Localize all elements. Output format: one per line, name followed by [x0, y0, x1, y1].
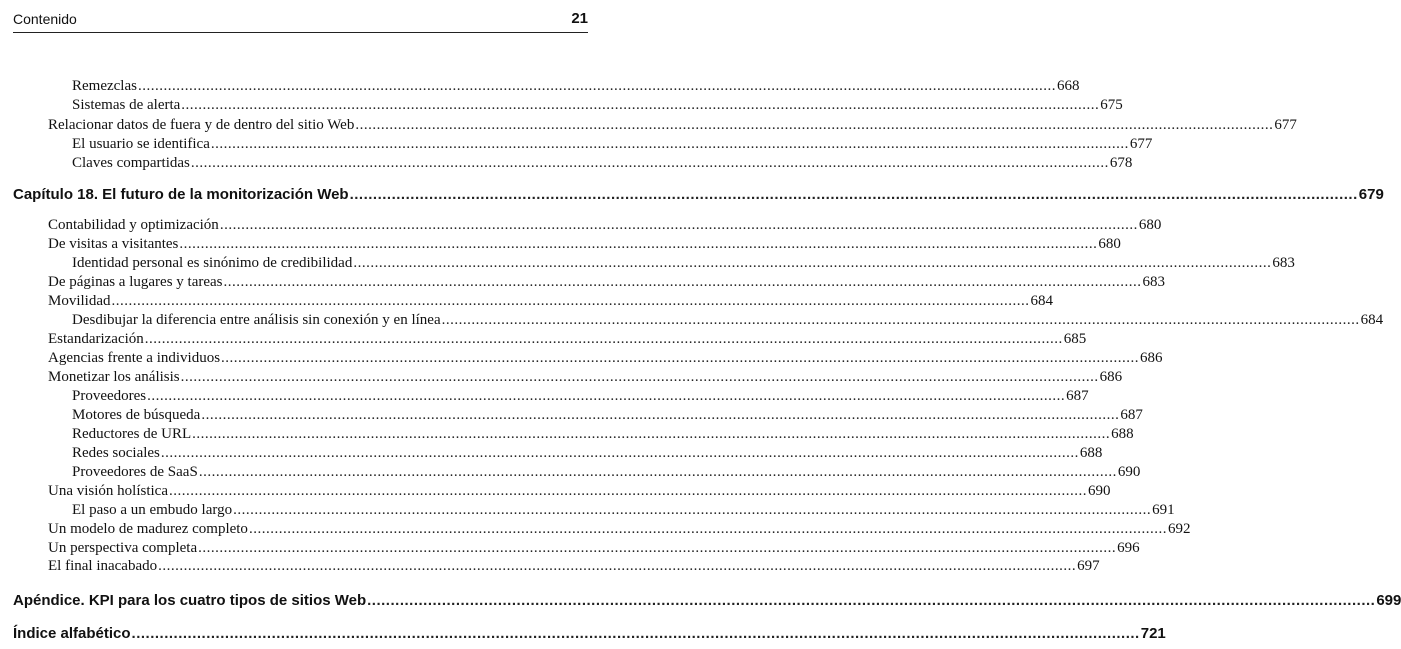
toc-entry-page: 677	[1274, 117, 1297, 133]
dot-leader: ........................................................................................................................................................................................................................	[169, 483, 1087, 499]
toc-entry-page: 687	[1120, 407, 1143, 423]
toc-entry-page: 675	[1100, 97, 1123, 113]
toc-entry-title: Claves compartidas	[72, 155, 190, 171]
toc-entry-page: 690	[1088, 483, 1111, 499]
toc-entry-title: El paso a un embudo largo	[72, 502, 233, 518]
toc-entry-reductores-de-url[interactable]	[72, 425, 1134, 443]
toc-entry-title: Estandarización	[48, 331, 144, 347]
toc-entry-title: Índice alfabético	[13, 625, 131, 642]
dot-leader: ........................................................................................................................................................................................................................	[180, 369, 1099, 385]
toc-entry-identidad-personal[interactable]	[72, 254, 1295, 272]
toc-entry-movilidad[interactable]	[48, 292, 1053, 310]
dot-leader: ........................................................................................................................................................................................................................	[248, 521, 1167, 537]
toc-entry-title: Remezclas	[72, 78, 137, 94]
toc-entry-de-paginas-a-lugares[interactable]	[48, 273, 1166, 291]
toc-entry-title: Proveedores	[72, 388, 147, 404]
toc-entry-title: Desdibujar la diferencia entre análisis sin conexión y en línea	[72, 312, 441, 328]
toc-entry-sistemas-de-alerta[interactable]	[72, 96, 1123, 114]
toc-entry-page: 677	[1129, 136, 1153, 152]
toc-entry-page: 678	[1109, 155, 1133, 171]
toc-entry-page: 684	[1360, 312, 1384, 328]
toc-entry-title: De páginas a lugares y tareas	[48, 274, 223, 290]
dot-leader: ........................................................................................................................................................................................................................	[137, 78, 1056, 94]
dot-leader: ........................................................................................................................................................................................................................	[198, 464, 1117, 480]
toc-entry-relacionar-datos[interactable]	[48, 116, 1297, 134]
toc-entry-title: Una visión holística	[48, 483, 168, 499]
toc-entry-title: El usuario se identifica	[72, 136, 210, 152]
toc-entry-title: Identidad personal es sinónimo de credibilidad	[72, 255, 353, 271]
toc-entry-modelo-de-madurez[interactable]	[48, 520, 1191, 538]
dot-leader: ........................................................................................................................................................................................................................	[147, 388, 1066, 404]
dot-leader: ........................................................................................................................................................................................................................	[181, 97, 1100, 113]
toc-entry-title: Reductores de URL	[72, 426, 192, 442]
dot-leader: ........................................................................................................................................................................................................................	[367, 592, 1376, 609]
dot-leader: ........................................................................................................................................................................................................................	[233, 502, 1152, 518]
dot-leader: ........................................................................................................................................................................................................................	[144, 331, 1063, 347]
toc-entry-title: Un perspectiva completa	[48, 540, 198, 556]
toc-entry-page: 684	[1030, 293, 1053, 309]
toc-entry-proveedores-saas[interactable]	[72, 463, 1141, 481]
toc-entry-title: Capítulo 18. El futuro de la monitorización Web	[13, 186, 349, 203]
dot-leader: ........................................................................................................................................................................................................................	[192, 426, 1111, 442]
toc-entry-page: 686	[1099, 369, 1123, 385]
toc-entry-estandarizacion[interactable]	[48, 330, 1087, 348]
toc-entry-page: 687	[1066, 388, 1089, 404]
dot-leader: ........................................................................................................................................................................................................................	[131, 625, 1140, 642]
toc-entry-page: 688	[1111, 426, 1134, 442]
toc-entry-page: 685	[1063, 331, 1087, 347]
toc-entry-page: 721	[1140, 625, 1166, 642]
toc-entry-page: 699	[1376, 592, 1401, 609]
toc-entry-title: El final inacabado	[48, 558, 158, 574]
toc-entry-page: 690	[1117, 464, 1141, 480]
toc-entry-title: Apéndice. KPI para los cuatro tipos de sitios Web	[13, 592, 367, 609]
dot-leader: ........................................................................................................................................................................................................................	[160, 445, 1079, 461]
toc-entry-title: Agencias frente a individuos	[48, 350, 221, 366]
dot-leader: ........................................................................................................................................................................................................................	[179, 236, 1098, 252]
dot-leader: ........................................................................................................................................................................................................................	[219, 217, 1138, 233]
toc-entry-proveedores[interactable]	[72, 387, 1089, 405]
toc-entry-usuario-se-identifica[interactable]	[72, 135, 1153, 153]
toc-entry-page: 683	[1142, 274, 1166, 290]
toc-entry-embudo-largo[interactable]	[72, 501, 1175, 519]
toc-entry-agencias[interactable]	[48, 349, 1163, 367]
dot-leader: ........................................................................................................................................................................................................................	[201, 407, 1120, 423]
toc-entry-motores-de-busqueda[interactable]	[72, 406, 1143, 424]
toc-entry-page: 691	[1152, 502, 1175, 518]
dot-leader: ........................................................................................................................................................................................................................	[223, 274, 1142, 290]
header-section-title: Contenido	[13, 11, 77, 27]
toc-entry-title: Sistemas de alerta	[72, 97, 181, 113]
toc-entry-page: 679	[1358, 186, 1384, 203]
dot-leader: ........................................................................................................................................................................................................................	[210, 136, 1129, 152]
toc-entry-page: 697	[1077, 558, 1100, 574]
toc-entry-page: 683	[1272, 255, 1295, 271]
toc-entry-title: Monetizar los análisis	[48, 369, 180, 385]
dot-leader: ........................................................................................................................................................................................................................	[158, 558, 1077, 574]
toc-appendix[interactable]	[13, 592, 1401, 610]
running-header	[13, 10, 588, 33]
toc-chapter-18[interactable]	[13, 186, 1384, 204]
toc-entry-de-visitas-a-visitantes[interactable]	[48, 235, 1121, 253]
toc-entry-title: Proveedores de SaaS	[72, 464, 198, 480]
toc-entry-final-inacabado[interactable]	[48, 557, 1100, 575]
dot-leader: ........................................................................................................................................................................................................................	[355, 117, 1274, 133]
toc-entry-claves-compartidas[interactable]	[72, 154, 1133, 172]
toc-entry-title: Movilidad	[48, 293, 111, 309]
toc-entry-title: Un modelo de madurez completo	[48, 521, 248, 537]
dot-leader: ........................................................................................................................................................................................................................	[198, 540, 1117, 556]
toc-entry-vision-holistica[interactable]	[48, 482, 1111, 500]
toc-entry-page: 688	[1079, 445, 1103, 461]
header-page-number: 21	[571, 10, 588, 27]
toc-entry-remezclas[interactable]	[72, 77, 1080, 95]
toc-entry-page: 686	[1140, 350, 1163, 366]
toc-index[interactable]	[13, 625, 1166, 643]
toc-entry-page: 668	[1056, 78, 1080, 94]
toc-entry-contabilidad[interactable]	[48, 216, 1162, 234]
toc-entry-title: De visitas a visitantes	[48, 236, 179, 252]
toc-entry-title: Redes sociales	[72, 445, 160, 461]
toc-entry-page: 680	[1098, 236, 1121, 252]
toc-entry-page: 680	[1138, 217, 1162, 233]
toc-entry-title: Contabilidad y optimización	[48, 217, 219, 233]
dot-leader: ........................................................................................................................................................................................................................	[441, 312, 1360, 328]
toc-entry-monetizar[interactable]	[48, 368, 1123, 386]
dot-leader: ........................................................................................................................................................................................................................	[190, 155, 1109, 171]
dot-leader: ........................................................................................................................................................................................................................	[349, 186, 1358, 203]
toc-entry-page: 692	[1167, 521, 1191, 537]
toc-entry-redes-sociales[interactable]	[72, 444, 1103, 462]
toc-entry-title: Motores de búsqueda	[72, 407, 201, 423]
dot-leader: ........................................................................................................................................................................................................................	[353, 255, 1272, 271]
toc-entry-page: 696	[1117, 540, 1140, 556]
dot-leader: ........................................................................................................................................................................................................................	[221, 350, 1140, 366]
toc-entry-title: Relacionar datos de fuera y de dentro del sitio Web	[48, 117, 355, 133]
toc-entry-desdibujar[interactable]	[72, 311, 1384, 329]
toc-entry-perspectiva-completa[interactable]	[48, 539, 1140, 557]
dot-leader: ........................................................................................................................................................................................................................	[111, 293, 1030, 309]
